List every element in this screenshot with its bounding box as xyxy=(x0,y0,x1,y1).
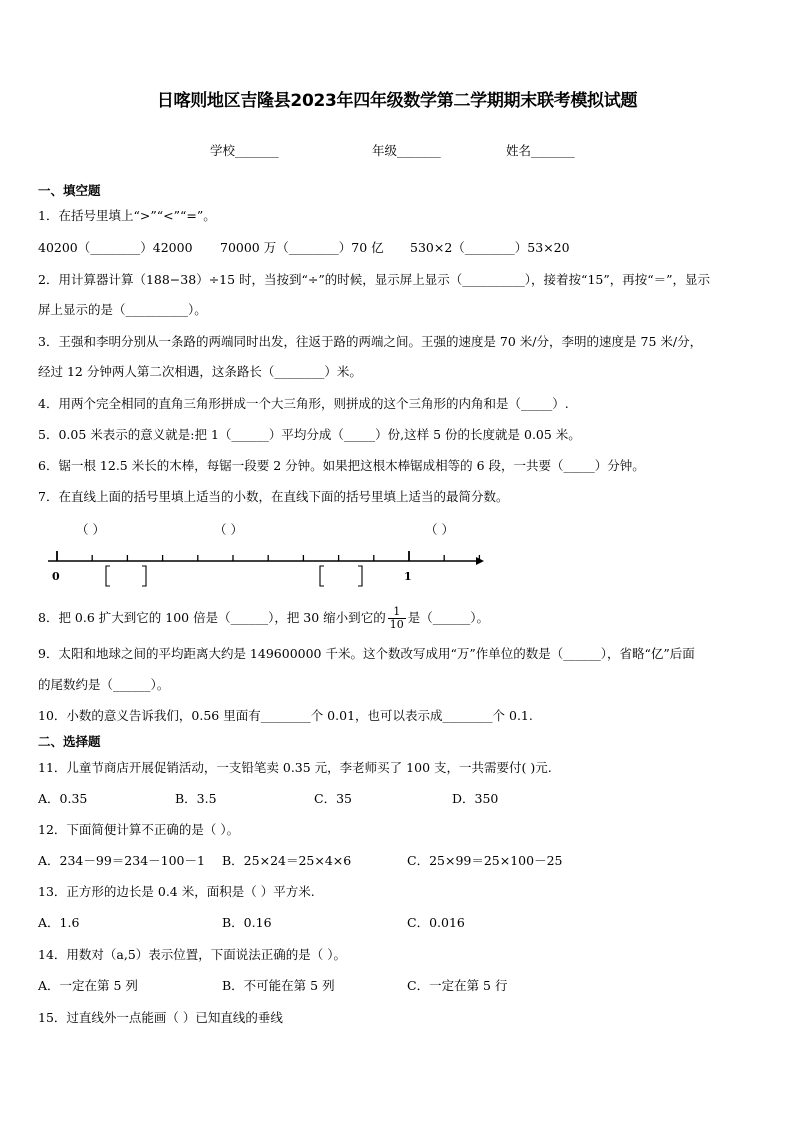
question-4: 4．用两个完全相同的直角三角形拼成一个大三角形，则拼成的这个三角形的内角和是（_____）. xyxy=(38,396,569,411)
question-10: 10．小数的意义告诉我们，0.56 里面有________个 0.01，也可以表示成________个 0.1. xyxy=(38,708,533,723)
upper-paren-2: （ ） xyxy=(214,522,243,537)
q14-option-a: A．一定在第 5 列 xyxy=(38,978,138,993)
q13-option-c: C．0.016 xyxy=(407,915,465,930)
school-field: 学校_______ xyxy=(210,143,279,158)
q11-option-b: B．3.5 xyxy=(175,791,217,806)
question-3-line1: 3．王强和李明分别从一条路的两端同时出发，往返于路的两端之间。王强的速度是 70 米/分，李明的速度是 75 米/分， xyxy=(38,334,703,349)
upper-paren-3: （ ） xyxy=(425,522,454,537)
grade-field: 年级_______ xyxy=(372,143,441,158)
q11-option-c: C．35 xyxy=(314,791,352,806)
question-1-a: 40200（________）42000 xyxy=(38,240,193,255)
q14-option-b: B．不可能在第 5 列 xyxy=(222,978,335,993)
section-choice: 二、选择题 xyxy=(38,734,101,749)
question-1-b: 70000 万（________）70 亿 xyxy=(220,240,384,255)
question-6: 6．锯一根 12.5 米长的木棒，每锯一段要 2 分钟。如果把这根木棒锯成相等的 6 段，一共要（_____）分钟。 xyxy=(38,458,645,473)
question-8 xyxy=(38,606,489,631)
question-9-line1: 9．太阳和地球之间的平均距离大约是 149600000 千米。这个数改写成用“万”作单位的数是（______），省略“亿”后面 xyxy=(38,646,695,661)
number-line-label-1: 1 xyxy=(404,570,412,583)
q12-option-a: A．234－99＝234－100－1 xyxy=(38,853,205,868)
name-field: 姓名_______ xyxy=(506,143,575,158)
lower-bracket-left-open xyxy=(106,566,110,586)
number-line-ticks xyxy=(57,551,479,561)
q12-option-b: B．25×24＝25×4×6 xyxy=(222,853,352,868)
question-2-line2: 屏上显示的是（__________）。 xyxy=(38,302,207,317)
question-12: 12．下面简便计算不正确的是（ ）。 xyxy=(38,822,240,837)
question-1: 1．在括号里填上“>”“<”“=”。 xyxy=(38,208,216,223)
question-5: 5．0.05 米表示的意义就是:把 1（______）平均分成（_____）份,这样 5 份的长度就是 0.05 米。 xyxy=(38,427,581,442)
lower-bracket-right-open xyxy=(320,566,324,586)
page-title: 日喀则地区吉隆县2023年四年级数学第二学期期末联考模拟试题 xyxy=(156,91,638,111)
question-2-line1: 2．用计算器计算（188−38）÷15 时，当按到“÷”的时候，显示屏上显示（__________），接着按“15”，再按“＝”，显示 xyxy=(38,272,711,287)
question-1-c: 530×2（________）53×20 xyxy=(410,240,570,255)
question-14: 14．用数对（a,5）表示位置，下面说法正确的是（ ）。 xyxy=(38,947,347,962)
question-13: 13．正方形的边长是 0.4 米，面积是（ ）平方米. xyxy=(38,884,315,899)
question-15: 15．过直线外一点能画（ ）已知直线的垂线 xyxy=(38,1010,283,1025)
question-8-before: 8．把 0.6 扩大到它的 100 倍是（______），把 30 缩小到它的 xyxy=(38,610,386,625)
q11-option-d: D．350 xyxy=(452,791,499,806)
q13-option-b: B．0.16 xyxy=(222,915,272,930)
q12-option-c: C．25×99＝25×100－25 xyxy=(407,853,563,868)
lower-bracket-left-close xyxy=(142,566,146,586)
q13-option-a: A．1.6 xyxy=(38,915,80,930)
section-fill-blank: 一、填空题 xyxy=(38,183,101,198)
question-7: 7．在直线上面的括号里填上适当的小数，在直线下面的括号里填上适当的最简分数。 xyxy=(38,489,509,504)
upper-paren-1: （ ） xyxy=(76,522,105,537)
question-11: 11．儿童节商店开展促销活动，一支铅笔卖 0.35 元，李老师买了 100 支，一共需要付( )元. xyxy=(38,760,552,775)
question-8-after: 是（______）。 xyxy=(407,610,489,625)
q14-option-c: C．一定在第 5 行 xyxy=(407,978,508,993)
q11-option-a: A．0.35 xyxy=(38,791,88,806)
number-line-label-0: 0 xyxy=(52,570,60,583)
question-3-line2: 经过 12 分钟两人第二次相遇，这条路长（________）米。 xyxy=(38,364,362,379)
question-9-line2: 的尾数约是（______）。 xyxy=(38,677,170,692)
lower-bracket-right-close xyxy=(358,566,362,586)
fraction-one-tenth: $\frac{1}{10}$ xyxy=(389,605,404,631)
